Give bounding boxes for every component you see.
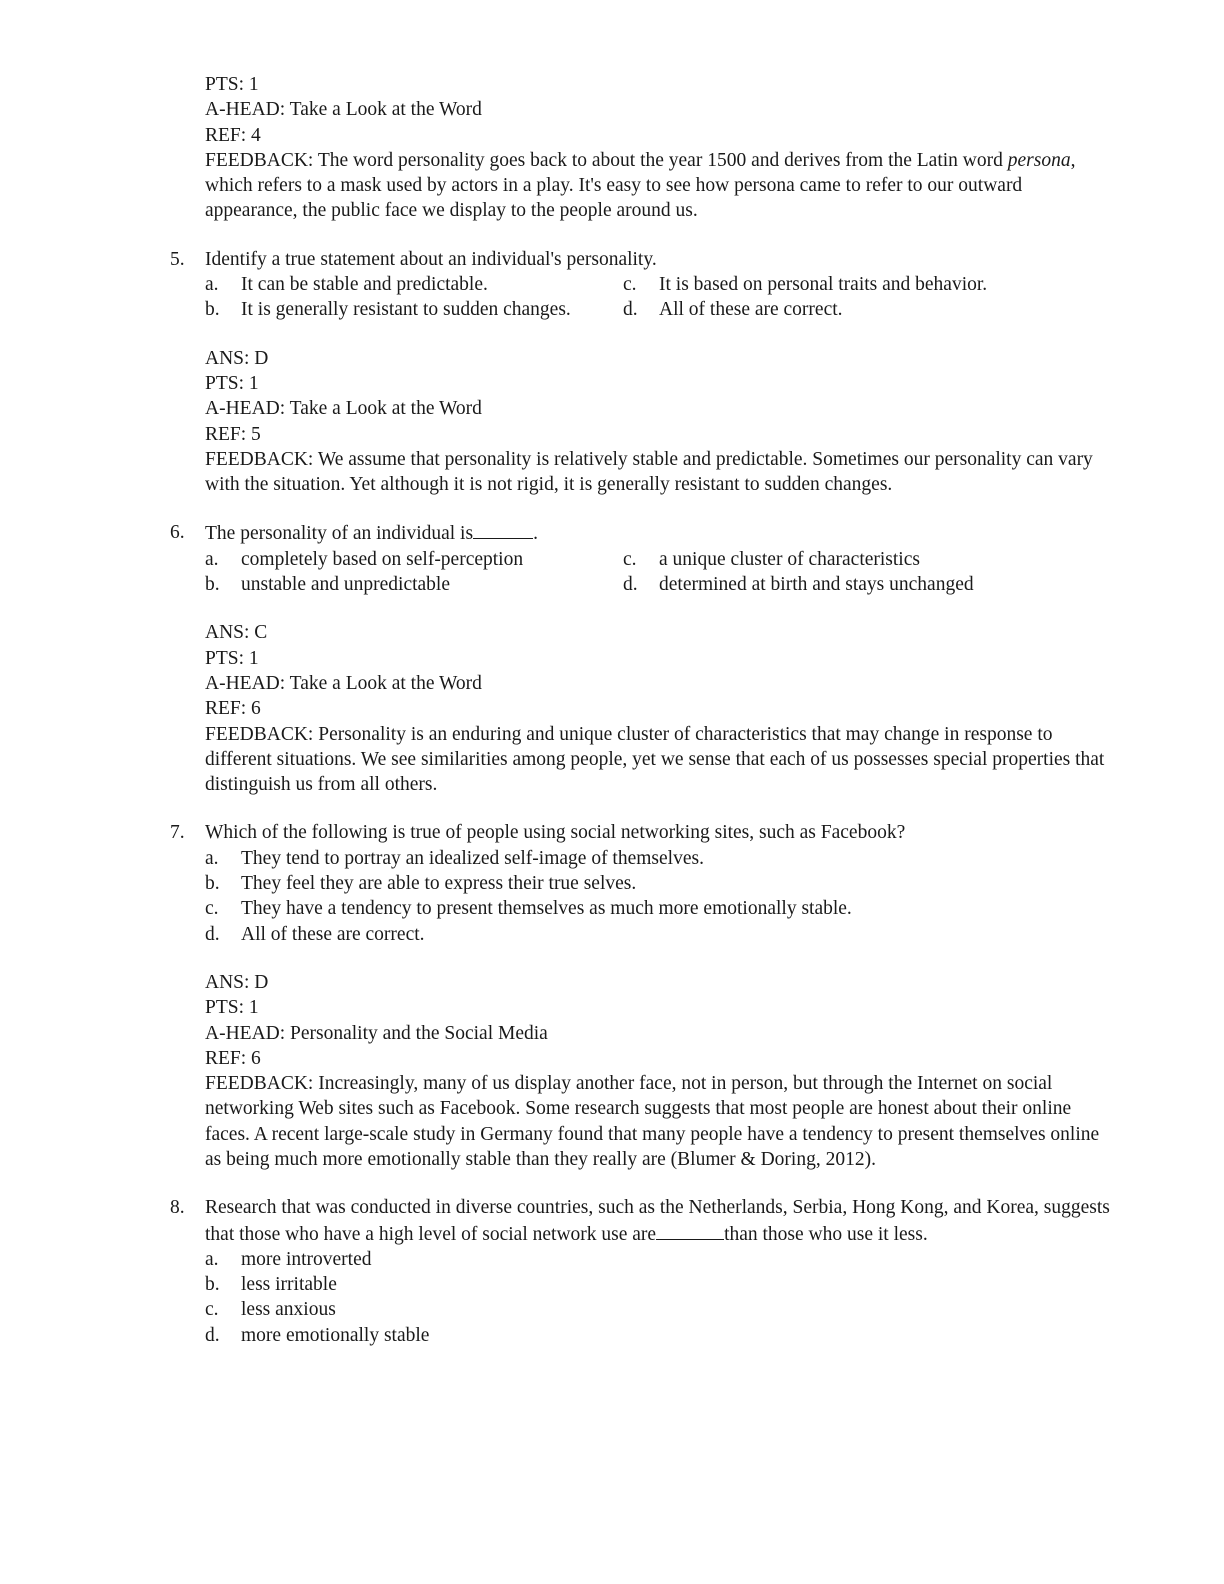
choice-b [205, 297, 623, 322]
answer-key: ANS: D [205, 971, 269, 993]
choice-text: They tend to portray an idealized self-image of themselves. [241, 847, 704, 869]
choice-b [205, 871, 1110, 896]
choice-d [205, 1323, 1110, 1348]
choice-d [623, 297, 1110, 322]
choice-text: It can be stable and predictable. [241, 274, 488, 296]
choice-text: unstable and unpredictable [241, 574, 451, 596]
answer-key: ANS: D [205, 347, 269, 369]
choice-letter: b. [205, 574, 220, 596]
q5-answer-block [0, 346, 1110, 498]
question-8 [0, 1195, 1110, 1348]
feedback: FEEDBACK: Personality is an enduring and unique cluster of characteristics that may change in response to different situations. We see similarities among people, yet we sense that each of us possesses special properties that distinguish us from all others. [205, 723, 1105, 796]
reference: REF: 6 [205, 698, 261, 720]
document-page [0, 72, 1224, 1348]
choice-b [205, 1272, 1110, 1297]
question-stem: Which of the following is true of people using social networking sites, such as Facebook? [205, 822, 906, 844]
a-head: A-HEAD: Personality and the Social Media [205, 1022, 548, 1044]
q4-answer-block [0, 72, 1110, 224]
q4-ahead: A-HEAD: Take a Look at the Word [205, 99, 482, 121]
question-number: 7. [170, 822, 185, 844]
stem-text: The personality of an individual is [205, 523, 474, 545]
choice-c [205, 1297, 1110, 1322]
choice-letter: c. [623, 274, 637, 296]
choice-text: They have a tendency to present themselves as much more emotionally stable. [241, 898, 852, 920]
stem-end: . [533, 523, 538, 545]
choice-a [205, 1247, 1110, 1272]
question-number: 5. [170, 248, 185, 270]
question-stem: Identify a true statement about an individual's personality. [205, 248, 657, 270]
q4-feedback-pre: FEEDBACK: The word personality goes back to about the year 1500 and derives from the Latin word [205, 149, 1008, 171]
choice-letter: d. [205, 1324, 220, 1346]
choice-text: It is generally resistant to sudden changes. [241, 299, 571, 321]
reference: REF: 5 [205, 423, 261, 445]
q7-answer-block [0, 970, 1110, 1172]
choice-letter: c. [205, 1299, 219, 1321]
choice-letter: d. [623, 299, 638, 321]
question-7 [0, 820, 1110, 946]
q6-answer-block [0, 620, 1110, 797]
choice-letter: a. [205, 274, 219, 296]
choices [205, 272, 1110, 323]
choice-text: less irritable [241, 1274, 337, 1296]
question-number: 6. [170, 522, 185, 544]
choice-text: determined at birth and stays unchanged [659, 574, 974, 596]
points: PTS: 1 [205, 647, 259, 669]
choice-letter: a. [205, 548, 219, 570]
a-head: A-HEAD: Take a Look at the Word [205, 672, 482, 694]
choice-letter: a. [205, 847, 219, 869]
answer-blank [656, 1221, 724, 1240]
feedback: FEEDBACK: Increasingly, many of us display another face, not in person, but through the Internet on social networking Web sites such as Facebook. Some research suggests that most people are honest about their online faces. A recent large-scale study in Germany found that many people have a tendency to present themselves online as being much more emotionally stable than they really are (Blumer & Doring, 2012). [205, 1073, 1100, 1170]
choice-letter: d. [623, 574, 638, 596]
choice-a [205, 846, 1110, 871]
choice-a [205, 547, 623, 572]
feedback: FEEDBACK: We assume that personality is relatively stable and predictable. Sometimes our personality can vary with the situation. Yet although it is not rigid, it is generally resistant to sudden changes. [205, 448, 1093, 496]
choice-c [623, 272, 1110, 297]
choice-text: less anxious [241, 1299, 336, 1321]
choice-c [623, 547, 1110, 572]
choice-d [623, 572, 1110, 597]
q4-feedback-italic: persona [1007, 149, 1071, 171]
stem-text: Research that was conducted in diverse countries, such as the Netherlands, Serbia, Hong Kong, and Korea, suggests that those who have a high level of social network use are [205, 1197, 1110, 1245]
choice-letter: d. [205, 923, 220, 945]
q4-pts: PTS: 1 [205, 74, 259, 95]
choice-text: more introverted [241, 1248, 372, 1270]
q4-feedback-post: , which refers to a mask used by actors in a play. It's easy to see how persona came to refer to our outward appearance, the public face we display to the people around us. [205, 149, 1076, 222]
choice-text: All of these are correct. [659, 299, 843, 321]
answer-key: ANS: C [205, 622, 268, 644]
choice-letter: c. [623, 548, 637, 570]
choice-b [205, 572, 623, 597]
choice-letter: c. [205, 898, 219, 920]
points: PTS: 1 [205, 997, 259, 1019]
question-number: 8. [170, 1197, 185, 1219]
q4-ref: REF: 4 [205, 124, 261, 146]
choice-letter: b. [205, 299, 220, 321]
question-6 [0, 520, 1110, 597]
choice-text: It is based on personal traits and behavior. [659, 274, 988, 296]
stem-end: than those who use it less. [724, 1223, 928, 1245]
choice-text: They feel they are able to express their true selves. [241, 873, 637, 895]
question-5 [0, 247, 1110, 323]
choice-c [205, 896, 1110, 921]
q4-feedback [205, 148, 1110, 224]
choice-a [205, 272, 623, 297]
choice-text: completely based on self-perception [241, 548, 524, 570]
choice-d [205, 922, 1110, 947]
points: PTS: 1 [205, 372, 259, 394]
question-stem [205, 520, 1110, 546]
reference: REF: 6 [205, 1047, 261, 1069]
a-head: A-HEAD: Take a Look at the Word [205, 398, 482, 420]
choice-text: a unique cluster of characteristics [659, 548, 920, 570]
question-stem [205, 1195, 1110, 1247]
choice-letter: b. [205, 1274, 220, 1296]
choice-letter: a. [205, 1248, 219, 1270]
choice-letter: b. [205, 873, 220, 895]
choice-text: more emotionally stable [241, 1324, 430, 1346]
choice-text: All of these are correct. [241, 923, 425, 945]
answer-blank [473, 520, 533, 539]
choices [205, 547, 1110, 598]
